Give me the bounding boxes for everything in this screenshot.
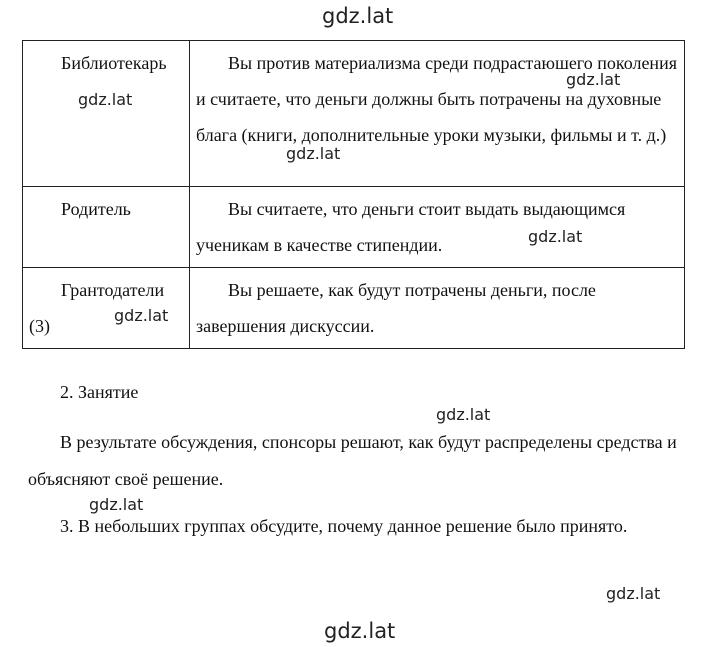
watermark: gdz.lat bbox=[566, 70, 621, 89]
table-row bbox=[23, 187, 685, 268]
watermark: gdz.lat bbox=[528, 227, 583, 246]
role-parent: Родитель bbox=[61, 199, 131, 219]
section-2-heading: 2. Занятие bbox=[60, 382, 139, 402]
role-grantors: Грантодатели (3) bbox=[29, 280, 165, 336]
description-cell bbox=[190, 268, 685, 349]
watermark: gdz.lat bbox=[436, 405, 491, 424]
watermark: gdz.lat bbox=[606, 584, 661, 603]
section-3-text: 3. В небольших группах обсудите, почему данное решение было принято. bbox=[60, 516, 628, 536]
watermark: gdz.lat bbox=[114, 306, 169, 325]
description-cell bbox=[190, 187, 685, 268]
role-cell bbox=[23, 41, 190, 187]
watermark: gdz.lat bbox=[286, 144, 341, 163]
watermark-bottom: gdz.lat bbox=[324, 619, 396, 643]
description-cell bbox=[190, 41, 685, 187]
watermark-top: gdz.lat bbox=[322, 4, 394, 28]
table-row bbox=[23, 41, 685, 187]
description-parent: Вы считаете, что деньги стоит выдать выдающимся ученикам в качестве стипендии. bbox=[196, 199, 626, 255]
description-grantors: Вы решаете, как будут потрачены деньги, после завершения дискуссии. bbox=[196, 280, 596, 336]
watermark: gdz.lat bbox=[89, 495, 144, 514]
role-cell bbox=[23, 187, 190, 268]
role-librarian: Библиотекарь bbox=[61, 53, 167, 73]
watermark: gdz.lat bbox=[78, 90, 133, 109]
description-librarian: Вы против материализма среди подрастаюшего поколения и считаете, что деньги должны быть потрачены на духовные блага (книги, дополнительные уроки музыки, фильмы и т. д.) bbox=[196, 53, 677, 145]
section-2-text: В результате обсуждения, спонсоры решают, как будут распределены средства и объясняют своё решение. bbox=[28, 432, 677, 489]
